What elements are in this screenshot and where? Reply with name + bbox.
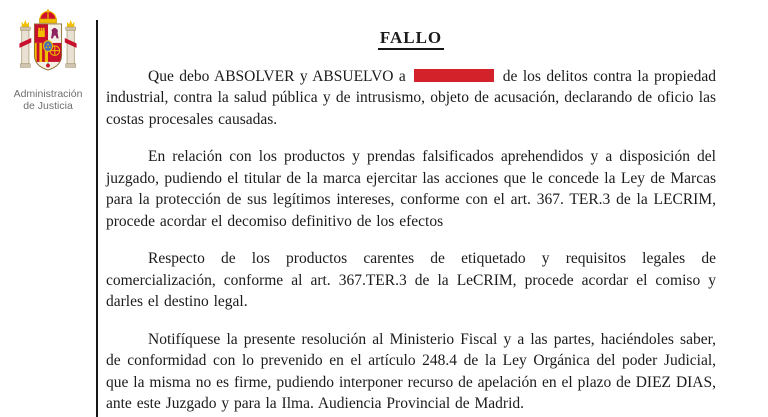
paragraph-comiso-destino-legal: Respecto de los productos carentes de etiquetado y requisitos legales de comercialización, conforme al art. 367.TER.3 de la LeCRIM, procede acordar el comiso y darles el destino legal. bbox=[106, 250, 716, 310]
document-title bbox=[106, 27, 716, 49]
paragraph-text-before-redaction: Que debo ABSOLVER y ABSUELVO a bbox=[148, 67, 406, 85]
document-title-text: FALLO bbox=[378, 28, 444, 50]
paragraph-text-after-redaction: de los delitos contra la propiedad industrial, contra la salud pública y de intrusismo, objeto de acusación, declarando de oficio las costas procesales causadas. bbox=[106, 67, 717, 128]
paragraph-decomiso-efectos: En relación con los productos y prendas falsificados aprehendidos y a disposición del juzgado, pudiendo el titular de la marca ejercitar las acciones que le concede la Ley de Marcas para la protección de sus legítimos intereses, conforme con el art. 367. TER.3 de la LECRIM, procede acordar el decomiso definitivo de los efectos bbox=[106, 148, 716, 230]
vertical-divider-line bbox=[96, 20, 98, 417]
redaction-box bbox=[414, 69, 494, 82]
institution-name-line2: de Justicia bbox=[23, 100, 73, 112]
institution-name bbox=[0, 88, 96, 112]
paragraph-notificacion-recurso: Notifíquese la presente resolución al Ministerio Fiscal y a las partes, haciéndoles saber, de conformidad con lo prevenido en el artículo 248.4 de la Ley Orgánica del poder Judicial, que la misma no es firme, pudiendo interponer recurso de apelación en el plazo de DIEZ DIAS, ante este Juzgado y para la Ilma. Audiencia Provincial de Madrid. bbox=[106, 330, 716, 412]
document-body bbox=[106, 0, 716, 415]
paragraph-absolucion bbox=[106, 66, 716, 131]
justice-administration-letterhead bbox=[0, 0, 96, 112]
spain-coat-of-arms-logo bbox=[19, 8, 77, 86]
institution-name-line1: Administración bbox=[13, 88, 83, 100]
